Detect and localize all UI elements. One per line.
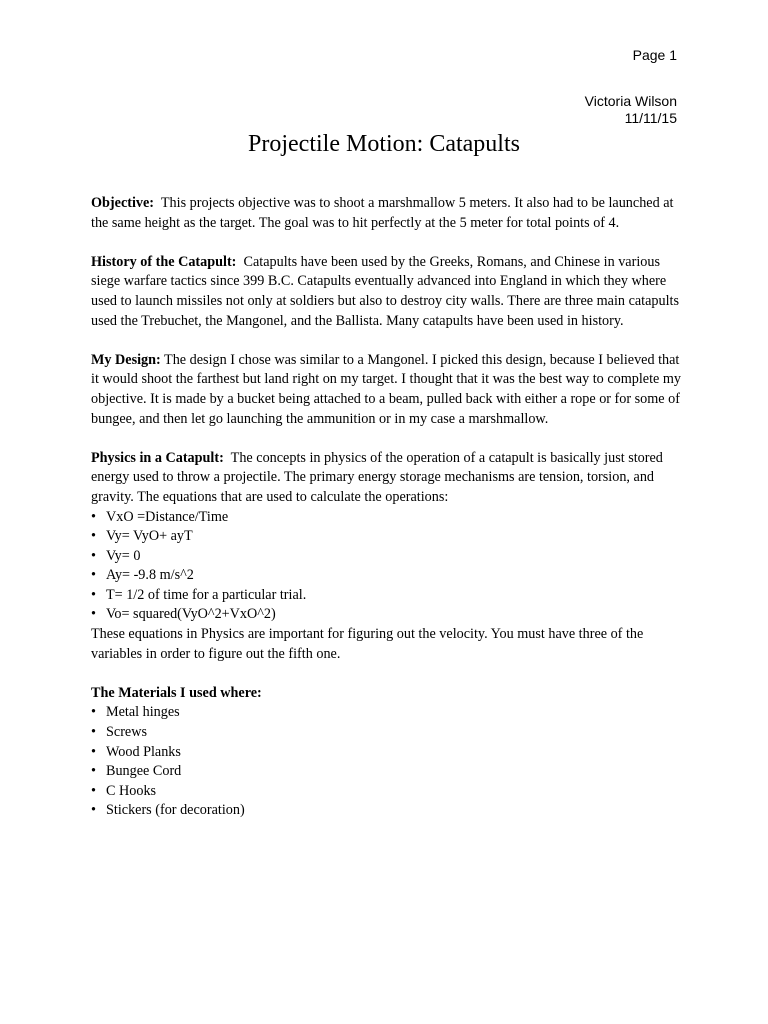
list-item: • Vo= squared(VyO^2+VxO^2) [91,605,681,625]
bullet-icon: • [91,606,96,623]
bullet-icon: • [91,704,96,721]
history-heading: History of the Catapult: [91,253,237,270]
physics-section [91,449,681,665]
author-block [585,93,677,127]
list-item: • Ay= -9.8 m/s^2 [91,566,681,586]
objective-heading: Objective: [91,195,155,211]
materials-section [91,684,681,821]
bullet-icon: • [91,782,96,799]
materials-list [91,703,681,821]
bullet-icon: • [91,508,96,525]
physics-paragraph [91,449,681,508]
physics-closing: These equations in Physics are important for figuring out the velocity. You must have three of the variables in order to figure out the fifth one. [91,626,644,662]
bullet-icon: • [91,763,96,780]
physics-heading: Physics in a Catapult: [91,449,224,466]
document-title: Projectile Motion: Catapults [248,131,520,157]
list-item: • Bungee Cord [91,762,681,782]
list-item: • C Hooks [91,782,681,802]
list-item: • Vy= 0 [91,547,681,567]
design-paragraph [91,351,681,429]
list-item: • VxO =Distance/Time [91,508,681,528]
author-name: Victoria Wilson [584,93,677,109]
list-item: • Stickers (for decoration) [91,801,681,821]
bullet-icon: • [91,743,96,760]
document-date: 11/11/15 [624,110,677,126]
page-number: Page 1 [632,47,677,63]
history-paragraph [91,253,681,331]
objective-paragraph [91,194,681,233]
design-text: The design I chose was similar to a Mangonel. I picked this design, because I believed that it would shoot the farthest but land right on my target. I thought that it was the best way to complete my objective. It is made by a bucket being attached to a beam, pulled back with either a rope or for some of bungee, and then let go launching the ammunition or in my case a marshmallow. [91,351,681,427]
list-item: • T= 1/2 of time for a particular trial. [91,586,681,606]
list-item: • Wood Planks [91,743,681,763]
materials-heading: The Materials I used where: [91,684,262,701]
list-item: • Screws [91,723,681,743]
objective-text: This projects objective was to shoot a marshmallow 5 meters. It also had to be launched at the same height as the target. The goal was to hit perfectly at the 5 meter for total points of 4. [91,195,674,231]
document-body [91,194,681,821]
list-item: • Metal hinges [91,703,681,723]
bullet-icon: • [91,547,96,564]
equations-list [91,508,681,626]
design-heading: My Design: [91,351,161,368]
bullet-icon: • [91,802,96,819]
bullet-icon: • [91,586,96,603]
list-item: • Vy= VyO+ ayT [91,527,681,547]
bullet-icon: • [91,567,96,584]
bullet-icon: • [91,528,96,545]
history-text: Catapults have been used by the Greeks, Romans, and Chinese in various siege warfare tactics since 399 B.C. Catapults eventually advanced into England in which they where used to launch missiles not only at soldiers but also to destroy city walls. There are three main catapults used the Trebuchet, the Mangonel, and the Ballista. Many catapults have been used in history. [91,253,679,329]
bullet-icon: • [91,724,96,741]
physics-text: The concepts in physics of the operation of a catapult is basically just stored energy used to throw a projectile. The primary energy storage mechanisms are tension, torsion, and gravity. The equations that are used to calculate the operations: [91,449,663,505]
